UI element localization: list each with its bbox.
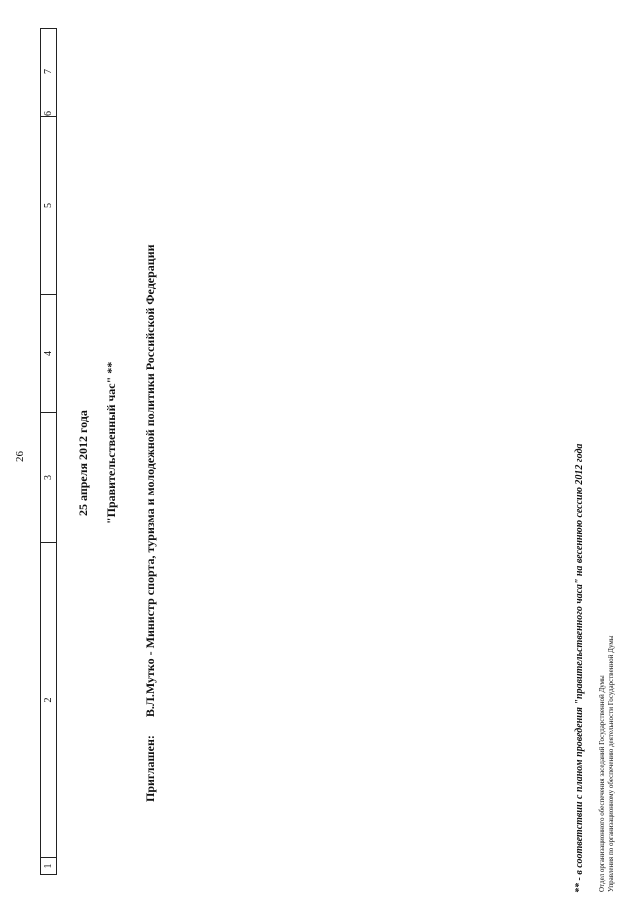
column-cell-1: 1 bbox=[43, 863, 54, 869]
page-number: 26 bbox=[14, 451, 26, 462]
session-date: 25 апреля 2012 года bbox=[76, 410, 90, 516]
department-line-1: Отдел организационного обеспечения заседаний Государственной Думы bbox=[598, 675, 606, 892]
invited-label: Приглашен: bbox=[143, 735, 157, 802]
column-cell-2: 2 bbox=[41, 543, 56, 858]
invited-row bbox=[143, 244, 158, 802]
column-number-table bbox=[40, 28, 57, 875]
column-cell-3: 3 bbox=[41, 413, 56, 543]
invited-person: В.Л.Мутко - Министр спорта, туризма и молодежной политики Российской Федерации bbox=[143, 244, 157, 718]
column-cell-5: 5 bbox=[41, 117, 56, 295]
column-cell-4: 4 bbox=[41, 295, 56, 413]
department-line-2: Управления по организационному обеспечению деятельности Государственной Думы bbox=[607, 635, 615, 892]
column-cell-7: 7 bbox=[41, 27, 56, 117]
event-title: "Правительственный час" ** bbox=[104, 361, 118, 524]
column-cell-6: 6 bbox=[43, 111, 54, 116]
footnote: ** - в соответствии с планом проведения "правительственного часа" на весеннюю сессию 2012 года bbox=[574, 443, 585, 893]
